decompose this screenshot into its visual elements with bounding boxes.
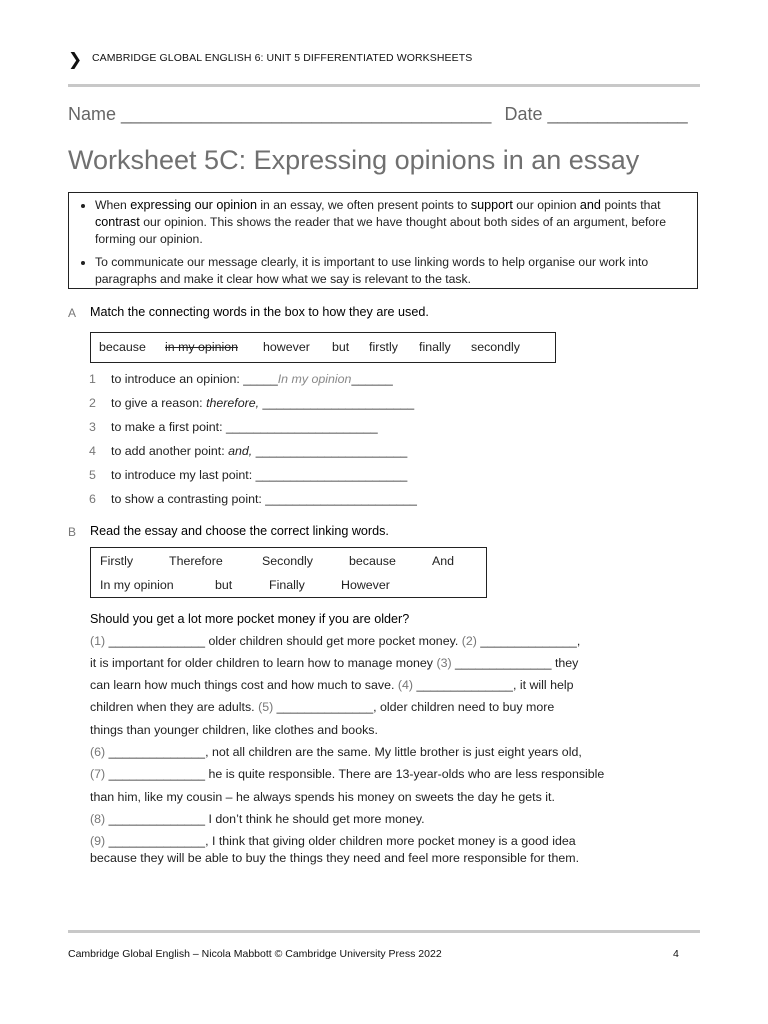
info-bullet-1: • When expressing our opinion in an essay, we often present points to support our opinion and points that contrast our opinion. This shows the reader that we have thought about both sides of an argument, before forming our opinion. bbox=[95, 197, 689, 248]
essay-line bbox=[90, 634, 580, 648]
essay-text: ______________, it will help bbox=[413, 678, 574, 692]
essay-line bbox=[90, 678, 574, 692]
word-because: because bbox=[349, 554, 396, 568]
essay-line bbox=[90, 767, 604, 781]
essay-text: can learn how much things cost and how much to save. bbox=[90, 678, 398, 692]
essay-text: ______________ he is quite responsible. There are 13-year-olds who are less responsible bbox=[105, 767, 605, 781]
essay-text: ______________ older children should get more pocket money. bbox=[105, 634, 462, 648]
essay-line bbox=[90, 656, 578, 670]
word-secondly: Secondly bbox=[262, 554, 313, 568]
gap-number: (4) bbox=[397, 678, 414, 692]
word-however: However bbox=[341, 578, 390, 592]
essay-text: children when they are adults. bbox=[90, 700, 259, 714]
word-firstly: firstly bbox=[369, 340, 398, 354]
header-divider bbox=[68, 84, 700, 87]
word-however: however bbox=[263, 340, 310, 354]
essay-line bbox=[90, 723, 378, 737]
essay-text: ______________ they bbox=[451, 656, 579, 670]
essay-line bbox=[90, 851, 579, 865]
essay-question: Should you get a lot more pocket money if you are older? bbox=[90, 612, 410, 626]
info-bullet-2: • To communicate our message clearly, it is important to use linking words to help organise our work into paragraphs and make it clear how what we say is relevant to the task. bbox=[95, 254, 689, 288]
header-title: CAMBRIDGE GLOBAL ENGLISH 6: UNIT 5 DIFFERENTIATED WORKSHEETS bbox=[92, 52, 473, 64]
word-therefore: Therefore bbox=[169, 554, 223, 568]
essay-line bbox=[90, 812, 425, 826]
page-header bbox=[68, 48, 708, 88]
gap-number: (5) bbox=[258, 700, 274, 714]
footer-divider bbox=[68, 930, 700, 933]
essay-line bbox=[90, 834, 576, 848]
chevron-right-icon: ❯ bbox=[68, 50, 83, 69]
gap-number: (1) bbox=[90, 634, 106, 648]
word-finally: finally bbox=[419, 340, 451, 354]
gap-number: (3) bbox=[436, 656, 452, 670]
word-secondly: secondly bbox=[471, 340, 520, 354]
gap-number: (6) bbox=[90, 745, 106, 759]
essay-line bbox=[90, 745, 582, 759]
info-box bbox=[68, 192, 698, 289]
word-but: but bbox=[215, 578, 233, 592]
essay-text: ______________, I think that giving older children more pocket money is a good idea bbox=[105, 834, 576, 848]
essay-text: because they will be able to buy the things they need and feel more responsible for them. bbox=[90, 851, 580, 865]
essay-text: ______________, not all children are the same. My little brother is just eight years old, bbox=[105, 745, 582, 759]
name-date-row bbox=[68, 104, 708, 125]
list-item[interactable]: 4 to add another point: and, ______________________ bbox=[89, 444, 408, 458]
essay-text: than him, like my cousin – he always spends his money on sweets the day he gets it. bbox=[90, 790, 555, 804]
word-finally: Finally bbox=[269, 578, 305, 592]
essay-text: things than younger children, like clothes and books. bbox=[90, 723, 378, 737]
essay-text: it is important for older children to learn how to manage money bbox=[90, 656, 437, 670]
section-b-word-box bbox=[90, 547, 487, 598]
section-a-word-box bbox=[90, 332, 556, 363]
section-b-letter: B bbox=[68, 525, 77, 539]
list-item[interactable]: 5 to introduce my last point: ______________________ bbox=[89, 468, 408, 482]
list-item[interactable]: 2 to give a reason: therefore, ______________________ bbox=[89, 396, 415, 410]
name-line[interactable]: _____________________________________ bbox=[121, 104, 492, 124]
gap-number: (7) bbox=[90, 767, 106, 781]
list-item[interactable]: 3 to make a first point: ______________________ bbox=[89, 420, 378, 434]
section-b-instruction: Read the essay and choose the correct linking words. bbox=[90, 524, 389, 538]
word-but: but bbox=[332, 340, 350, 354]
page-number: 4 bbox=[673, 948, 679, 960]
name-label: Name bbox=[68, 104, 117, 124]
date-line[interactable]: ______________ bbox=[547, 104, 688, 124]
gap-number: (8) bbox=[90, 812, 106, 826]
word-and: And bbox=[432, 554, 455, 568]
example-answer: In my opinion bbox=[277, 372, 352, 386]
word-in-my-opinion: in my opinion bbox=[165, 340, 239, 354]
word-because: because bbox=[99, 340, 146, 354]
gap-number: (9) bbox=[90, 834, 106, 848]
essay-text: ______________, older children need to buy more bbox=[273, 700, 555, 714]
date-label: Date bbox=[504, 104, 543, 124]
section-a-letter: A bbox=[68, 306, 77, 320]
essay-text: ______________, bbox=[476, 634, 581, 648]
essay-line bbox=[90, 700, 554, 714]
word-firstly: Firstly bbox=[100, 554, 134, 568]
footer-credit: Cambridge Global English – Nicola Mabbott © Cambridge University Press 2022 bbox=[68, 948, 442, 960]
worksheet-title: Worksheet 5C: Expressing opinions in an essay bbox=[68, 145, 640, 175]
list-item: 1 to introduce an opinion: _____In my opinion______ bbox=[89, 372, 393, 386]
section-a-instruction: Match the connecting words in the box to how they are used. bbox=[90, 305, 429, 319]
word-in-my-opinion: In my opinion bbox=[100, 578, 174, 592]
gap-number: (2) bbox=[461, 634, 477, 648]
essay-line bbox=[90, 790, 555, 804]
list-item[interactable]: 6 to show a contrasting point: ______________________ bbox=[89, 492, 417, 506]
essay-text: ______________ I don’t think he should get more money. bbox=[105, 812, 425, 826]
